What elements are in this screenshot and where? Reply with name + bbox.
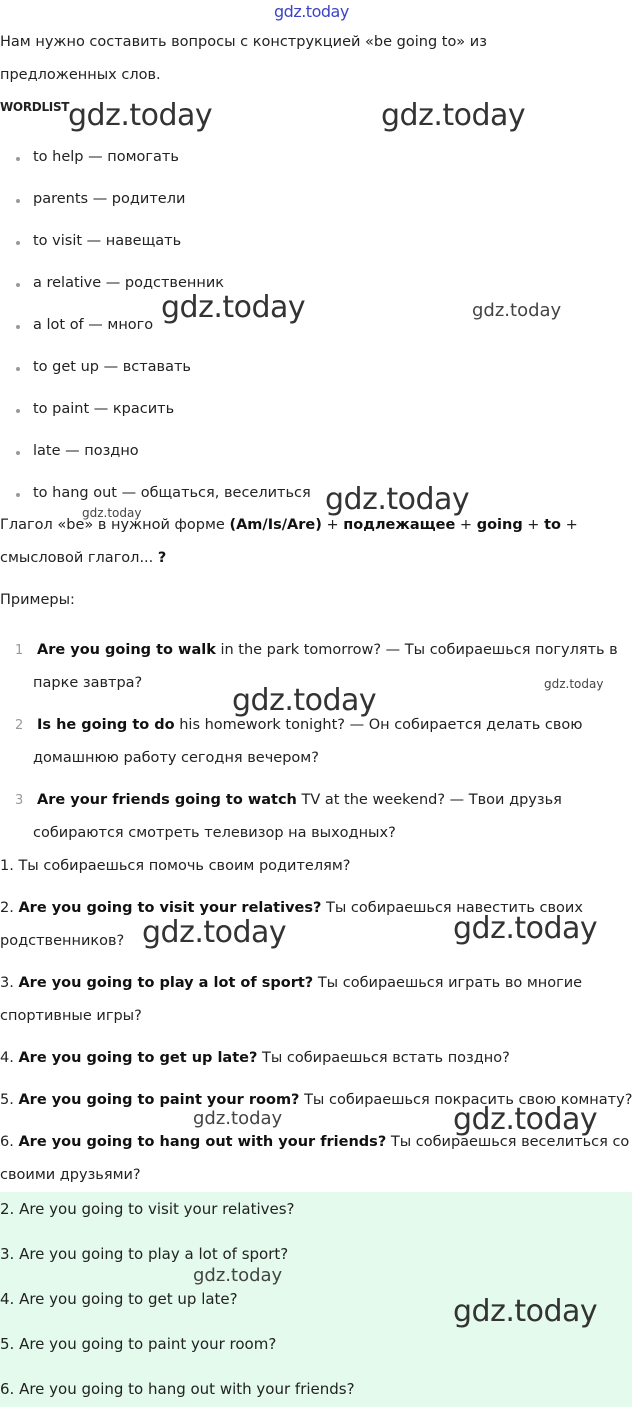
watermark: gdz.today — [544, 677, 604, 691]
list-item: to visit — навещать — [33, 233, 182, 249]
watermark: gdz.today — [68, 98, 213, 133]
bullet-icon — [16, 409, 20, 413]
list-item: to help — помогать — [33, 149, 179, 165]
watermark: gdz.today — [193, 1265, 283, 1286]
question-3-line-2: спортивные игры? — [0, 1008, 142, 1024]
watermark: gdz.today — [381, 98, 526, 133]
watermark: gdz.today — [453, 911, 598, 946]
example-1: Are you going to walk in the park tomorrow? — Ты собираешься погулять в — [37, 642, 618, 658]
list-item: a relative — родственник — [33, 275, 225, 291]
watermark: gdz.today — [325, 482, 470, 517]
answer-line: 2. Are you going to visit your relatives? — [0, 1200, 295, 1218]
list-number: 1 — [15, 643, 24, 658]
list-item: parents — родители — [33, 191, 186, 207]
examples-title: Примеры: — [0, 592, 75, 608]
watermark: gdz.today — [161, 290, 306, 325]
formula-line-2: смысловой глагол... ? — [0, 550, 167, 566]
intro-line-1: Нам нужно составить вопросы с конструкцией «be going to» из — [0, 34, 487, 50]
list-item: a lot of — много — [33, 317, 154, 333]
list-item: to paint — красить — [33, 401, 175, 417]
question-2: 2. Are you going to visit your relatives? Ты собираешься навестить своих — [0, 900, 583, 916]
answer-line: 4. Are you going to get up late? — [0, 1290, 238, 1308]
bullet-icon — [16, 325, 20, 329]
example-1-line-2: парке завтра? — [33, 675, 143, 691]
watermark: gdz.today — [193, 1108, 283, 1129]
list-item: to get up — вставать — [33, 359, 191, 375]
watermark: gdz.today — [232, 683, 377, 718]
bullet-icon — [16, 199, 20, 203]
question-5: 5. Are you going to paint your room? Ты собираешься покрасить свою комнату? — [0, 1092, 632, 1108]
question-1: 1. Ты собираешься помочь своим родителям? — [0, 858, 351, 874]
bullet-icon — [16, 283, 20, 287]
formula-line-1: Глагол «be» в нужной форме (Am/Is/Are) + подлежащее + going + to + — [0, 517, 578, 533]
bullet-icon — [16, 451, 20, 455]
example-2-line-2: домашнюю работу сегодня вечером? — [33, 750, 319, 766]
site-logo[interactable]: gdz.today — [274, 2, 349, 21]
example-2: Is he going to do his homework tonight? — Он собирается делать свою — [37, 717, 583, 733]
example-3-line-2: собираются смотреть телевизор на выходных? — [33, 825, 396, 841]
bullet-icon — [16, 157, 20, 161]
bullet-icon — [16, 367, 20, 371]
watermark: gdz.today — [453, 1294, 598, 1329]
example-3: Are your friends going to watch TV at the weekend? — Твои друзья — [37, 792, 562, 808]
question-4: 4. Are you going to get up late? Ты собираешься встать поздно? — [0, 1050, 510, 1066]
question-3: 3. Are you going to play a lot of sport? Ты собираешься играть во многие — [0, 975, 583, 991]
question-6: 6. Are you going to hang out with your friends? Ты собираешься веселиться со — [0, 1134, 630, 1150]
list-number: 3 — [15, 793, 24, 808]
bullet-icon — [16, 493, 20, 497]
answer-line: 5. Are you going to paint your room? — [0, 1335, 277, 1353]
answer-line: 6. Are you going to hang out with your friends? — [0, 1380, 355, 1398]
watermark: gdz.today — [82, 506, 142, 520]
intro-line-2: предложенных слов. — [0, 67, 161, 83]
list-item: late — поздно — [33, 443, 139, 459]
list-item: to hang out — общаться, веселиться — [33, 485, 311, 501]
bullet-icon — [16, 241, 20, 245]
watermark: gdz.today — [142, 915, 287, 950]
question-2-line-2: родственников? — [0, 933, 125, 949]
watermark: gdz.today — [453, 1102, 598, 1137]
list-number: 2 — [15, 718, 24, 733]
wordlist-title: WORDLIST — [0, 100, 70, 114]
question-6-line-2: своими друзьями? — [0, 1167, 141, 1183]
watermark: gdz.today — [472, 300, 562, 321]
answer-line: 3. Are you going to play a lot of sport? — [0, 1245, 289, 1263]
